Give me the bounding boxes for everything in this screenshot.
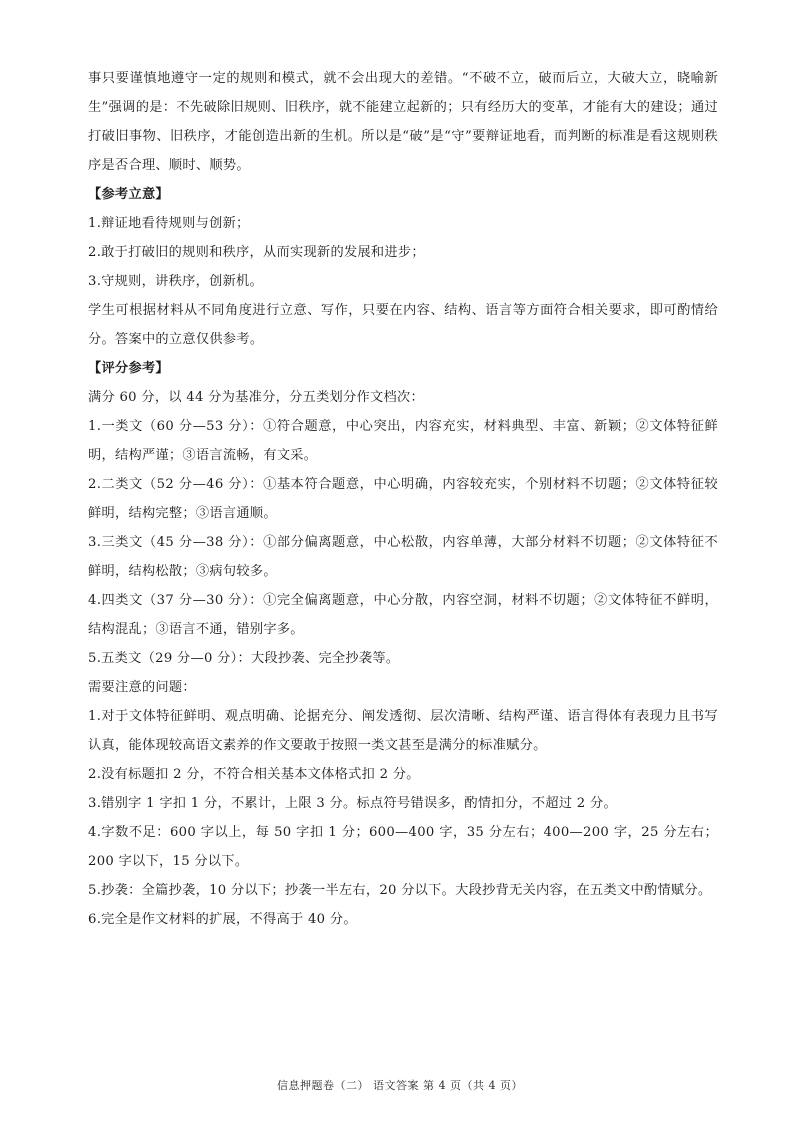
scoring-level-4: 4.四类文（37 分—30 分）：①完全偏离题意，中心分散，内容空洞，材料不切题；②文体特征不鲜明，结构混乱；③语言不通，错别字多。 (88, 593, 718, 637)
reference-theme-item-1: 1.辩证地看待规则与创新； (88, 216, 250, 231)
notes-heading: 需要注意的问题： (88, 680, 196, 695)
scoring-level-2: 2.二类文（52 分—46 分）：①基本符合题意，中心明确，内容较充实，个别材料不切题；②文体特征较鲜明，结构完整；③语言通顺。 (88, 477, 718, 521)
notes-item-4: 4.字数不足：600 字以上，每 50 字扣 1 分；600—400 字，35 分左右；400—200 字，25 分左右；200 字以下，15 分以下。 (88, 825, 718, 869)
reference-theme-item-3: 3.守规则，讲秩序，创新机。 (88, 274, 264, 289)
reference-theme-heading: 【参考立意】 (88, 187, 169, 202)
intro-paragraph: 事只要谨慎地遵守一定的规则和模式，就不会出现大的差错。“不破不立，破而后立，大破大立，晓喻新生”强调的是：不先破除旧规则、旧秩序，就不能建立起新的；只有经历大的变革，才能有大的建设；通过打破旧事物、旧秩序，才能创造出新的生机。所以是“破”是“守”要辩证地看，而判断的标准是看这规则秩序是否合理、顺时、顺势。 (88, 71, 718, 173)
page-footer: 信息押题卷（二） 语文答案 第 4 页（共 4 页） (277, 1079, 523, 1092)
notes-item-3: 3.错别字 1 字扣 1 分，不累计，上限 3 分。标点符号错误多，酌情扣分，不超过 2 分。 (88, 796, 617, 811)
notes-item-1: 1.对于文体特征鲜明、观点明确、论据充分、阐发透彻、层次清晰、结构严谨、语言得体有表现力且书写认真，能体现较高语文素养的作文要敢于按照一类文甚至是满分的标准赋分。 (88, 709, 718, 753)
page-content (88, 64, 718, 934)
scoring-level-5: 5.五类文（29 分—0 分）：大段抄袭、完全抄袭等。 (88, 651, 400, 666)
reference-theme-note: 学生可根据材料从不同角度进行立意、写作，只要在内容、结构、语言等方面符合相关要求，即可酌情给分。答案中的立意仅供参考。 (88, 303, 718, 347)
notes-item-6: 6.完全是作文材料的扩展，不得高于 40 分。 (88, 912, 357, 927)
scoring-level-3: 3.三类文（45 分—38 分）：①部分偏离题意，中心松散，内容单薄，大部分材料不切题；②文体特征不鲜明，结构松散；③病句较多。 (88, 535, 718, 579)
scoring-level-1: 1.一类文（60 分—53 分）：①符合题意，中心突出，内容充实，材料典型、丰富、新颖；②文体特征鲜明，结构严谨；③语言流畅，有文采。 (88, 419, 718, 463)
scoring-intro: 满分 60 分，以 44 分为基准分，分五类划分作文档次： (88, 390, 424, 405)
notes-item-2: 2.没有标题扣 2 分，不符合相关基本文体格式扣 2 分。 (88, 767, 420, 782)
notes-item-5: 5.抄袭：全篇抄袭，10 分以下；抄袭一半左右，20 分以下。大段抄背无关内容，在五类文中酌情赋分。 (88, 883, 712, 898)
reference-theme-item-2: 2.敢于打破旧的规则和秩序，从而实现新的发展和进步； (88, 245, 425, 260)
scoring-heading: 【评分参考】 (88, 361, 169, 376)
